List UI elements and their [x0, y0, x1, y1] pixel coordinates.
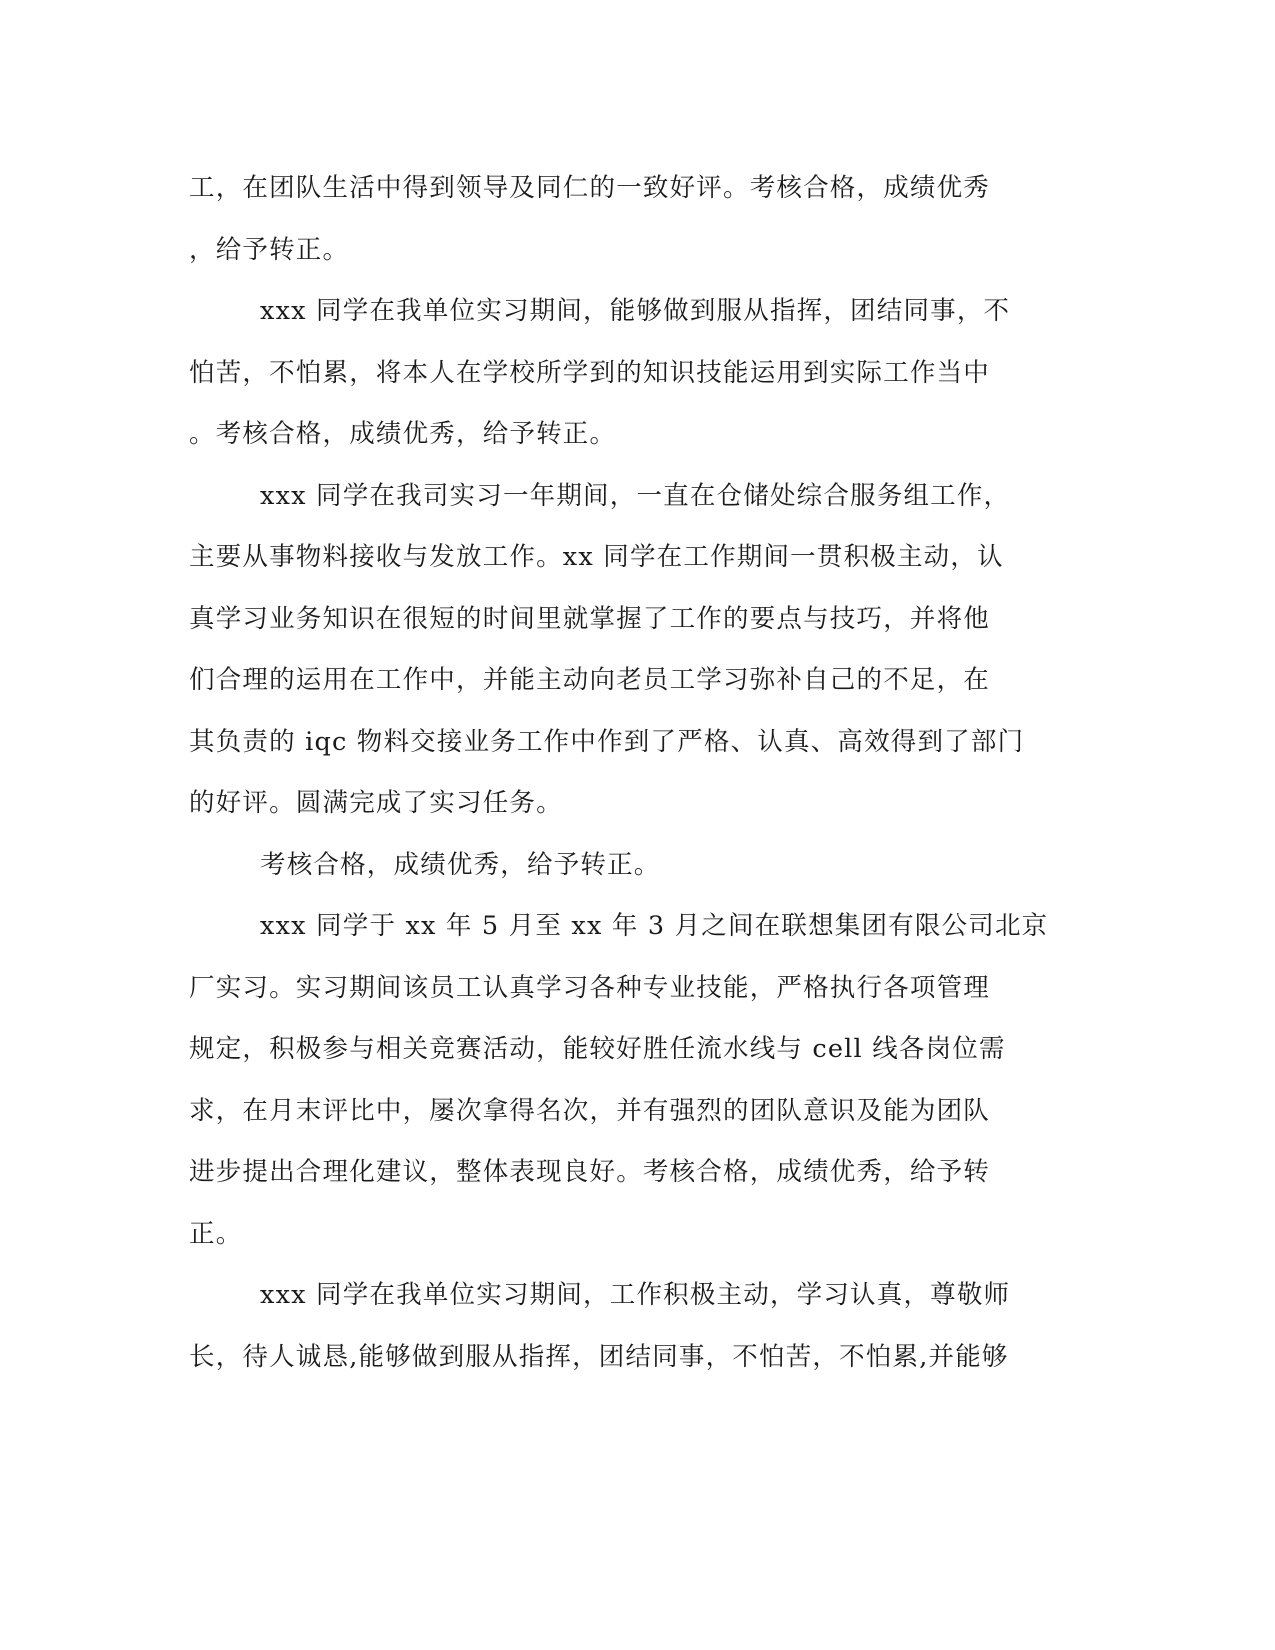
text-line: 工，在团队生活中得到领导及同仁的一致好评。考核合格，成绩优秀 [189, 173, 991, 203]
text-line: 。考核合格，成绩优秀，给予转正。 [189, 419, 617, 449]
text-line: 考核合格，成绩优秀，给予转正。 [260, 849, 661, 880]
text-line: xxx 同学在我单位实习期间，能够做到服从指挥，团结同事，不 [260, 296, 1011, 326]
text-line: 怕苦，不怕累，将本人在学校所学到的知识技能运用到实际工作当中 [189, 357, 991, 388]
text-line: 求，在月末评比中，屡次拿得名次，并有强烈的团队意识及能为团队 [189, 1095, 991, 1126]
document-body [189, 158, 1079, 1388]
text-line: 真学习业务知识在很短的时间里就掌握了工作的要点与技巧，并将他 [189, 603, 991, 634]
text-line: ，给予转正。 [189, 234, 350, 265]
text-line: 其负责的 iqc 物料交接业务工作中作到了严格、认真、高效得到了部门 [189, 726, 1025, 757]
text-line: 们合理的运用在工作中，并能主动向老员工学习弥补自己的不足，在 [189, 665, 991, 695]
text-line: xxx 同学在我司实习一年期间，一直在仓储处综合服务组工作， [260, 480, 1011, 511]
text-line: 的好评。圆满完成了实习任务。 [189, 788, 563, 818]
text-line: 规定，积极参与相关竞赛活动，能较好胜任流水线与 cell 线各岗位需 [189, 1034, 1006, 1064]
text-line: 进步提出合理化建议，整体表现良好。考核合格，成绩优秀，给予转 [189, 1157, 991, 1187]
text-line: 主要从事物料接收与发放工作。xx 同学在工作期间一贯积极主动，认 [189, 542, 1004, 572]
text-line: 长，待人诚恳,能够做到服从指挥，团结同事，不怕苦，不怕累,并能够 [189, 1341, 1009, 1372]
text-line: 厂实习。实习期间该员工认真学习各种专业技能，严格执行各项管理 [189, 972, 991, 1003]
text-line: 正。 [189, 1218, 243, 1249]
text-line: xxx 同学在我单位实习期间，工作积极主动，学习认真，尊敬师 [260, 1280, 1011, 1310]
text-line: xxx 同学于 xx 年 5 月至 xx 年 3 月之间在联想集团有限公司北京 [260, 911, 1049, 941]
